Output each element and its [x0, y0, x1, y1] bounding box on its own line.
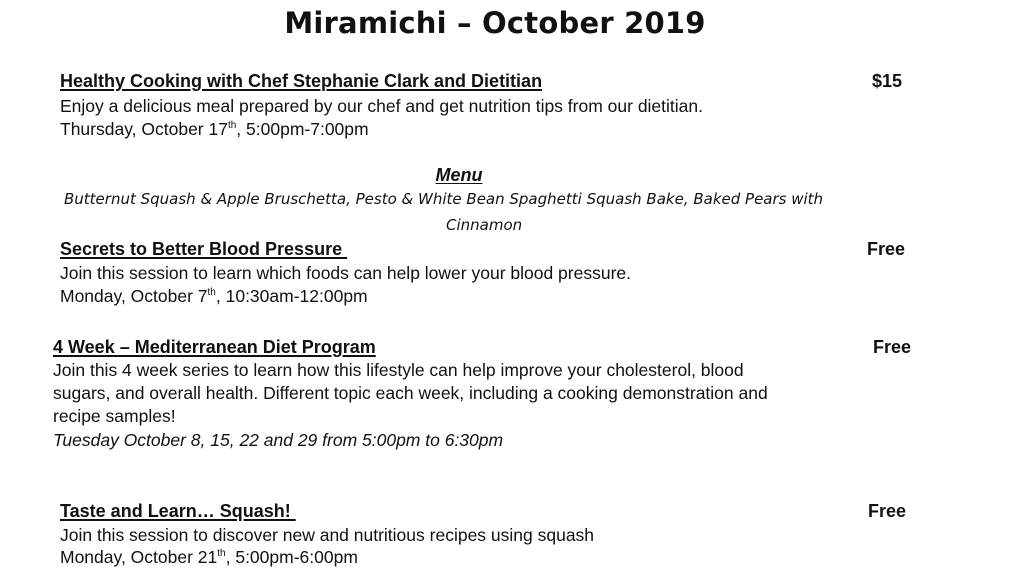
event-description-line-2: sugars, and overall health. Different topic each week, including a cooking demonstration and [53, 383, 768, 403]
event-title: 4 Week – Mediterranean Diet Program [53, 337, 376, 357]
event-date: Tuesday October 8, 15, 22 and 29 from 5:00pm to 6:30pm [53, 430, 504, 450]
event-description: Enjoy a delicious meal prepared by our chef and get nutrition tips from our dietitian. [60, 96, 703, 116]
event-title: Taste and Learn… Squash! [60, 501, 296, 521]
event-description: Join this session to learn which foods can help lower your blood pressure. [60, 263, 632, 283]
event-title: Secrets to Better Blood Pressure [60, 239, 348, 259]
event-description-line-3: recipe samples! [53, 406, 176, 426]
menu-heading: Menu [435, 165, 483, 185]
menu-items-line-1: Butternut Squash & Apple Bruschetta, Pesto & White Bean Spaghetti Squash Bake, Baked Pears with [64, 190, 824, 208]
event-description: Join this session to discover new and nutritious recipes using squash [60, 525, 595, 545]
event-price: Free [873, 337, 912, 357]
event-title: Healthy Cooking with Chef Stephanie Clark and Dietitian [60, 71, 543, 91]
event-date: Thursday, October 17th, 5:00pm-7:00pm [60, 119, 369, 139]
event-price: $15 [872, 71, 903, 91]
page-title: Miramichi – October 2019 [284, 6, 706, 40]
event-price: Free [867, 239, 906, 259]
event-date: Monday, October 21th, 5:00pm-6:00pm [60, 547, 358, 567]
event-price: Free [868, 501, 907, 521]
event-description-line-1: Join this 4 week series to learn how this lifestyle can help improve your cholesterol, blood [53, 360, 744, 380]
event-date: Monday, October 7th, 10:30am-12:00pm [60, 286, 368, 306]
menu-items-line-2: Cinnamon [446, 216, 523, 234]
